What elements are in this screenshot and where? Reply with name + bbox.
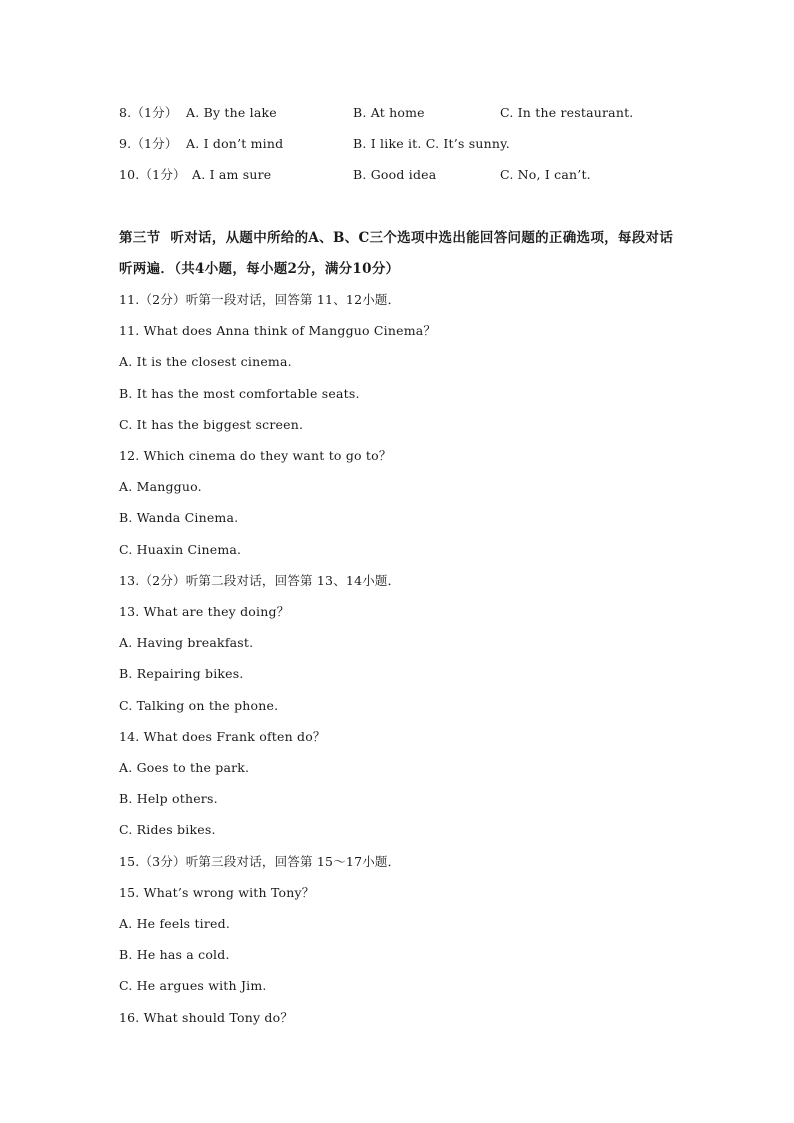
question-15-header: 15.（3分）听第三段对话，回答第 15～17小题． — [119, 854, 401, 869]
question-16-text: 16. What should Tony do？ — [119, 1010, 294, 1025]
question-10-options — [0, 167, 794, 183]
question-11-option-c: C. It has the biggest screen. — [119, 417, 304, 432]
question-15-text: 15. What’s wrong with Tony？ — [119, 885, 315, 900]
option-a: A. I am sure — [192, 167, 272, 182]
question-11-option-b: B. It has the most comfortable seats. — [119, 386, 360, 401]
option-b: B. I like it. C. It’s sunny. — [353, 136, 510, 151]
option-c: C. No, I can’t. — [500, 167, 591, 182]
question-9-options — [0, 136, 794, 152]
question-12-option-c: C. Huaxin Cinema. — [119, 542, 242, 557]
question-15-option-b: B. He has a cold. — [119, 947, 230, 962]
question-12-option-a: A. Mangguo. — [119, 479, 202, 494]
option-b: B. At home — [353, 105, 425, 120]
question-15-option-a: A. He feels tired. — [119, 916, 231, 931]
question-13-header: 13.（2分）听第二段对话，回答第 13、14小题． — [119, 573, 401, 588]
question-14-option-a: A. Goes to the park. — [119, 760, 250, 775]
question-11-option-a: A. It is the closest cinema. — [119, 354, 292, 369]
question-8-options — [0, 105, 794, 121]
question-11-text: 11. What does Anna think of Mangguo Cinema？ — [119, 323, 437, 338]
section-title-line-1: 第三节 听对话，从题中所给的A、B、C三个选项中选出能回答问题的正确选项，每段对话 — [119, 230, 674, 246]
question-11-header: 11.（2分）听第一段对话，回答第 11、12小题． — [119, 292, 401, 307]
question-number: 8.（1分） — [119, 105, 178, 120]
section-title-line-2: 听两遍．（共4小题，每小题2分，满分10分） — [119, 261, 400, 277]
question-15-option-c: C. He argues with Jim. — [119, 978, 267, 993]
question-13-option-c: C. Talking on the phone. — [119, 698, 279, 713]
question-14-option-c: C. Rides bikes. — [119, 822, 216, 837]
question-13-option-a: A. Having breakfast. — [119, 635, 254, 650]
option-b: B. Good idea — [353, 167, 437, 182]
question-number: 9.（1分） — [119, 136, 178, 151]
option-a: A. I don’t mind — [186, 136, 284, 151]
question-14-text: 14. What does Frank often do？ — [119, 729, 326, 744]
option-c: C. In the restaurant. — [500, 105, 634, 120]
question-12-text: 12. Which cinema do they want to go to？ — [119, 448, 392, 463]
question-13-option-b: B. Repairing bikes. — [119, 666, 244, 681]
question-number: 10.（1分） — [119, 167, 186, 182]
question-14-option-b: B. Help others. — [119, 791, 218, 806]
question-12-option-b: B. Wanda Cinema. — [119, 510, 239, 525]
option-a: A. By the lake — [186, 105, 277, 120]
question-13-text: 13. What are they doing？ — [119, 604, 290, 619]
